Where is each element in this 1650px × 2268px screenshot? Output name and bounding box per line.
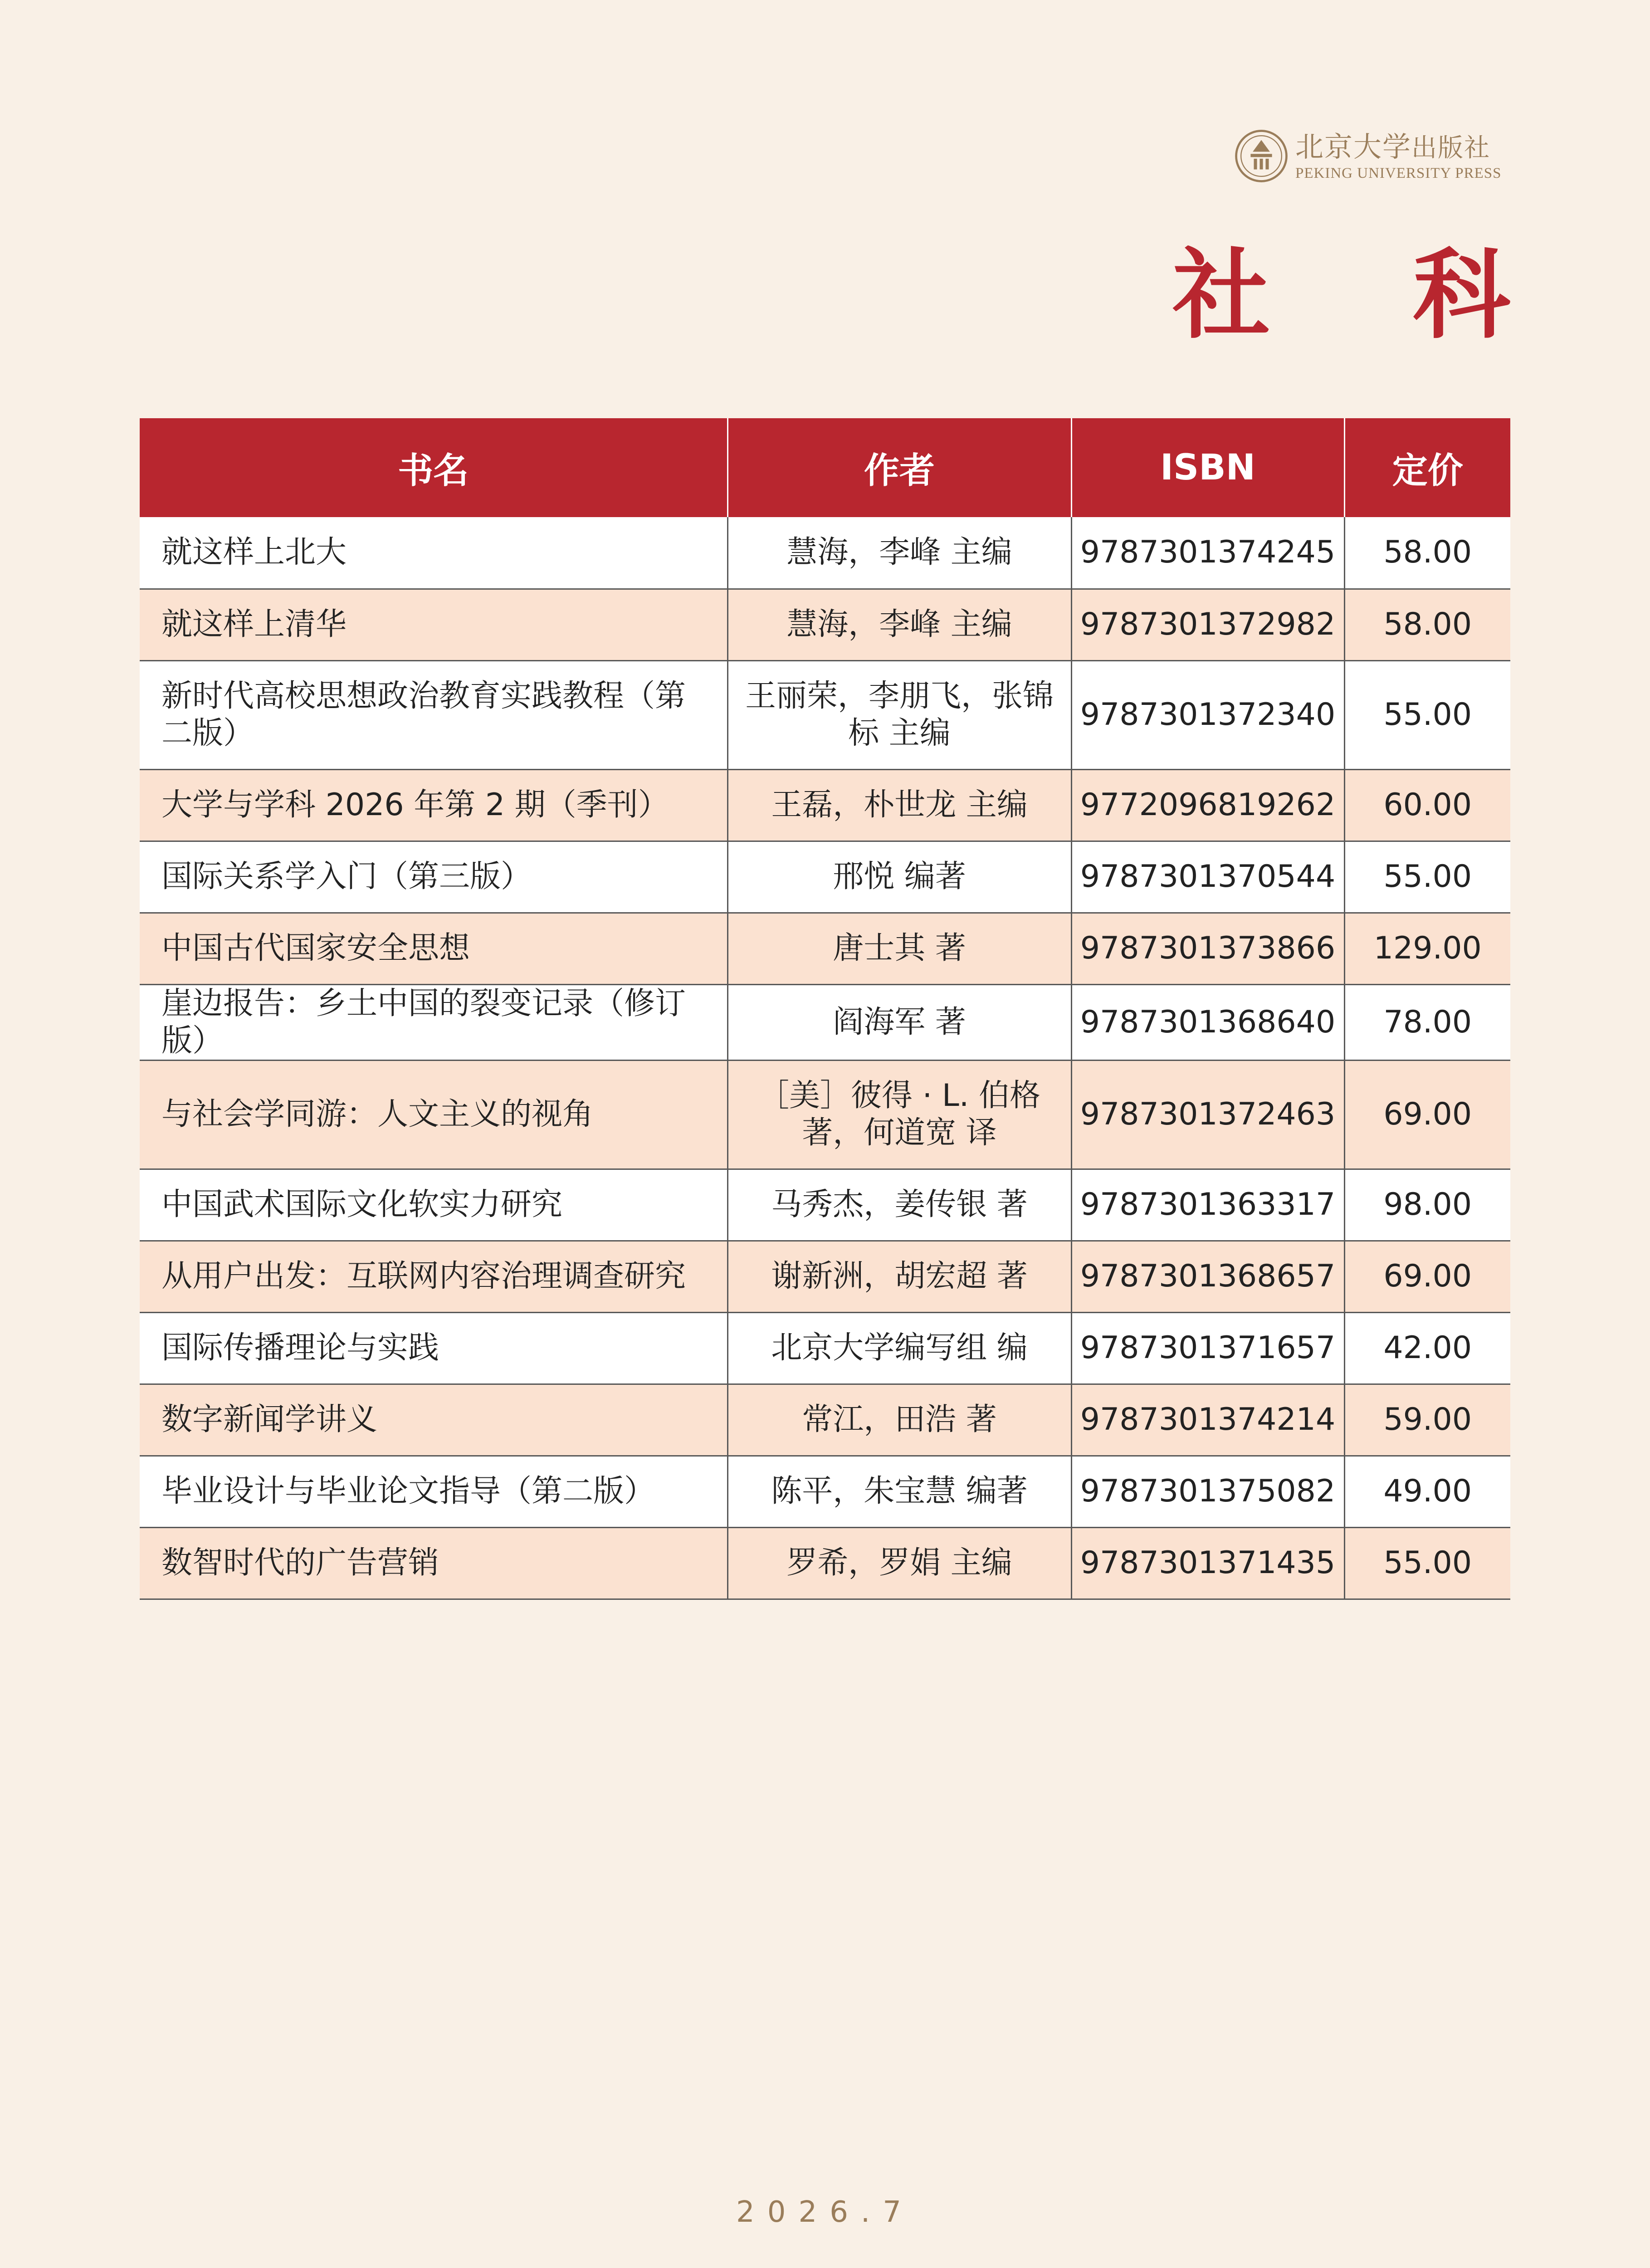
- table-row: [140, 660, 1510, 769]
- book-author: 邢悦 编著: [727, 841, 1071, 913]
- book-title: 就这样上北大: [140, 517, 727, 589]
- table-row: [140, 769, 1510, 841]
- book-isbn: 9787301372982: [1071, 589, 1344, 660]
- book-price: 55.00: [1344, 1527, 1510, 1599]
- publisher-name-cn: [1295, 131, 1501, 165]
- book-price: 58.00: [1344, 589, 1510, 660]
- page-title: 社 科: [1172, 237, 1565, 352]
- book-title: 就这样上清华: [140, 589, 727, 660]
- book-title: 中国古代国家安全思想: [140, 913, 727, 984]
- book-isbn: 9787301372340: [1071, 660, 1344, 769]
- table-row: [140, 984, 1510, 1060]
- book-title: 崖边报告：乡土中国的裂变记录（修订版）: [140, 984, 727, 1060]
- book-author: 谢新洲，胡宏超 著: [727, 1241, 1071, 1312]
- book-title: 与社会学同游：人文主义的视角: [140, 1060, 727, 1169]
- book-author: ［美］彼得 · L. 伯格 著，何道宽 译: [727, 1060, 1071, 1169]
- book-isbn: 9787301372463: [1071, 1060, 1344, 1169]
- table-row: [140, 1241, 1510, 1312]
- book-price: 60.00: [1344, 769, 1510, 841]
- column-header-title: 书名: [140, 418, 727, 517]
- book-author: 马秀杰，姜传银 著: [727, 1169, 1071, 1241]
- book-price: 55.00: [1344, 841, 1510, 913]
- book-author: 王磊，朴世龙 主编: [727, 769, 1071, 841]
- table-row: [140, 589, 1510, 660]
- book-price: 58.00: [1344, 517, 1510, 589]
- publisher-name-cn-main: 北京大学: [1295, 130, 1412, 163]
- book-isbn: 9787301374245: [1071, 517, 1344, 589]
- book-isbn: 9787301375082: [1071, 1456, 1344, 1527]
- book-title: 从用户出发：互联网内容治理调查研究: [140, 1241, 727, 1312]
- book-isbn: 9787301371435: [1071, 1527, 1344, 1599]
- book-price: 49.00: [1344, 1456, 1510, 1527]
- book-title: 国际传播理论与实践: [140, 1312, 727, 1384]
- table-row: [140, 841, 1510, 913]
- book-catalog-table: [140, 418, 1510, 1600]
- column-header-isbn: ISBN: [1071, 418, 1344, 517]
- table-row: [140, 1527, 1510, 1599]
- book-author: 慧海，李峰 主编: [727, 517, 1071, 589]
- table-row: [140, 1060, 1510, 1169]
- book-price: 59.00: [1344, 1384, 1510, 1456]
- book-author: 阎海军 著: [727, 984, 1071, 1060]
- book-author: 慧海，李峰 主编: [727, 589, 1071, 660]
- book-isbn: 9787301373866: [1071, 913, 1344, 984]
- book-price: 69.00: [1344, 1241, 1510, 1312]
- book-title: 数智时代的广告营销: [140, 1527, 727, 1599]
- book-isbn: 9787301370544: [1071, 841, 1344, 913]
- publisher-name-en: PEKING UNIVERSITY PRESS: [1295, 165, 1502, 181]
- book-author: 常江，田浩 著: [727, 1384, 1071, 1456]
- book-title: 新时代高校思想政治教育实践教程（第二版）: [140, 660, 727, 769]
- book-title: 国际关系学入门（第三版）: [140, 841, 727, 913]
- book-price: 69.00: [1344, 1060, 1510, 1169]
- column-header-price: 定价: [1344, 418, 1510, 517]
- book-author: 唐士其 著: [727, 913, 1071, 984]
- publisher-logo: [1235, 129, 1501, 183]
- table-header-row: [140, 418, 1510, 517]
- book-author: 北京大学编写组 编: [727, 1312, 1071, 1384]
- book-title: 大学与学科 2026 年第 2 期（季刊）: [140, 769, 727, 841]
- book-isbn: 9772096819262: [1071, 769, 1344, 841]
- book-author: 陈平，朱宝慧 编著: [727, 1456, 1071, 1527]
- table-row: [140, 1384, 1510, 1456]
- book-price: 55.00: [1344, 660, 1510, 769]
- publisher-name-cn-suffix: 出版社: [1411, 133, 1491, 163]
- book-isbn: 9787301368657: [1071, 1241, 1344, 1312]
- table-row: [140, 1169, 1510, 1241]
- table-row: [140, 1456, 1510, 1527]
- book-isbn: 9787301371657: [1071, 1312, 1344, 1384]
- book-price: 78.00: [1344, 984, 1510, 1060]
- book-title: 中国武术国际文化软实力研究: [140, 1169, 727, 1241]
- peking-university-emblem-icon: [1235, 129, 1288, 183]
- book-isbn: 9787301363317: [1071, 1169, 1344, 1241]
- book-title: 毕业设计与毕业论文指导（第二版）: [140, 1456, 727, 1527]
- book-isbn: 9787301368640: [1071, 984, 1344, 1060]
- book-isbn: 9787301374214: [1071, 1384, 1344, 1456]
- book-price: 42.00: [1344, 1312, 1510, 1384]
- book-price: 98.00: [1344, 1169, 1510, 1241]
- table-row: [140, 1312, 1510, 1384]
- table-row: [140, 913, 1510, 984]
- book-author: 王丽荣，李朋飞，张锦标 主编: [727, 660, 1071, 769]
- book-author: 罗希，罗娟 主编: [727, 1527, 1071, 1599]
- issue-date: 2026.7: [736, 2195, 914, 2229]
- column-header-author: 作者: [727, 418, 1071, 517]
- book-title: 数字新闻学讲义: [140, 1384, 727, 1456]
- table-row: [140, 517, 1510, 589]
- book-price: 129.00: [1344, 913, 1510, 984]
- publisher-name: [1295, 131, 1501, 182]
